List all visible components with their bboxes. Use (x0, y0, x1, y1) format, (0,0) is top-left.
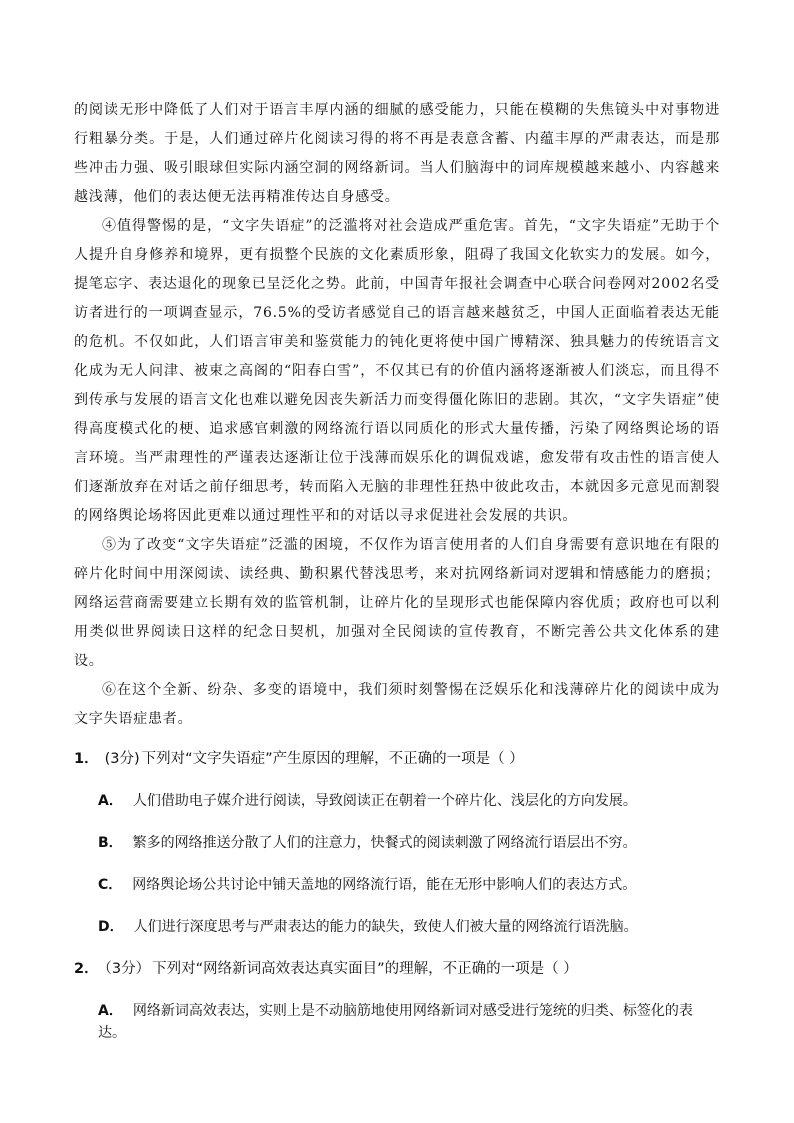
option-b (98, 832, 720, 854)
question-2 (74, 958, 720, 1044)
option-letter: A． (98, 1003, 123, 1019)
option-letter: C． (98, 877, 123, 893)
option-c (98, 874, 720, 896)
question-text: 下列对“文字失语症”产生原因的理解，不正确的一项是（ ） (141, 751, 524, 767)
passage-paragraph-continued: 的阅读无形中降低了人们对于语言丰厚内涵的细腻的感受能力，只能在模糊的失焦镜头中对事物进行粗暴分类。于是，人们通过碎片化阅读习得的将不再是表意含蓄、内蕴丰厚的严肃表达，而是那些冲击力强、吸引眼球但实际内涵空洞的网络新词。当人们脑海中的词库规模越来越小、内容越来越浅薄，他们的表达便无法再精准传达自身感受。 (74, 102, 720, 205)
option-text: 人们进行深度思考与严肃表达的能力的缺失，致使人们被大量的网络流行语洗脑。 (133, 919, 638, 935)
passage-paragraph-5: ⑤为了改变“文字失语症”泛滥的困境，不仅作为语言使用者的人们自身需要有意识地在有限的碎片化时间中用深阅读、读经典、勤积累代替浅思考，来对抗网络新词对逻辑和情感能力的磨损；网络运营商需要建立长期有效的监管机制，让碎片化的呈现形式也能保障内容优质；政府也可以利用类似世界阅读日这样的纪念日契机，加强对全民阅读的宣传教育，不断完善公共文化体系的建设。 (74, 537, 720, 669)
option-text: 网络舆论场公共讨论中铺天盖地的网络流行语，能在无形中影响人们的表达方式。 (132, 877, 637, 893)
option-letter: A． (98, 793, 123, 809)
question-number: 1． (74, 751, 99, 767)
passage-paragraph-6: ⑥在这个全新、纷杂、多变的语境中，我们须时刻警惕在泛娱乐化和浅薄碎片化的阅读中成为文字失语症患者。 (74, 682, 720, 727)
option-a (98, 1000, 720, 1044)
option-text: 人们借助电子媒介进行阅读，导致阅读正在朝着一个碎片化、浅层化的方向发展。 (132, 793, 637, 809)
question-number: 2． (74, 961, 99, 977)
question-1 (74, 748, 720, 938)
option-a (98, 790, 720, 812)
document-page (74, 96, 720, 1064)
option-d (98, 916, 720, 938)
question-stem (74, 748, 720, 770)
question-score: （3分） (104, 961, 151, 977)
option-letter: B． (98, 835, 123, 851)
question-text: 下列对“网络新词高效表达真实面目”的理解，不正确的一项是（ ） (152, 961, 578, 977)
question-score: (3分) (104, 751, 140, 767)
question-stem (74, 958, 720, 980)
option-text: 网络新词高效表达，实则上是不动脑筋地使用网络新词对感受进行笼统的归类、标签化的表达。 (98, 1003, 693, 1041)
reading-passage (74, 96, 720, 734)
option-text: 繁多的网络推送分散了人们的注意力，快餐式的阅读刺激了网络流行语层出不穷。 (132, 835, 637, 851)
passage-paragraph-4: ④值得警惕的是，“文字失语症”的泛滥将对社会造成严重危害。首先，“文字失语症”无助于个人提升自身修养和境界，更有损整个民族的文化素质形象，阻碍了我国文化软实力的发展。如今，提笔忘字、表达退化的现象已呈泛化之势。此前，中国青年报社会调查中心联合问卷网对2002名受访者进行的一项调查显示，76.5%的受访者感觉自己的语言越来越贫乏，中国人正面临着表达无能的危机。不仅如此，人们语言审美和鉴赏能力的钝化更将使中国广博精深、独具魅力的传统语言文化成为无人问津、被束之高阁的“阳春白雪”，不仅其已有的价值内涵将逐渐被人们淡忘，而且得不到传承与发展的语言文化也难以避免因丧失新活力而变得僵化陈旧的悲剧。其次，“文字失语症”使得高度模式化的梗、追求感官刺激的网络流行语以同质化的形式大量传播，污染了网络舆论场的语言环境。当严肃理性的严谨表达逐渐让位于浅薄而娱乐化的调侃戏谑，愈发带有攻击性的语言使人们逐渐放弃在对话之前仔细思考，转而陷入无脑的非理性狂热中彼此攻击，本就因多元意见而割裂的网络舆论场将因此更难以通过理性平和的对话以寻求促进社会发展的共识。 (74, 218, 720, 524)
option-letter: D． (98, 919, 124, 935)
